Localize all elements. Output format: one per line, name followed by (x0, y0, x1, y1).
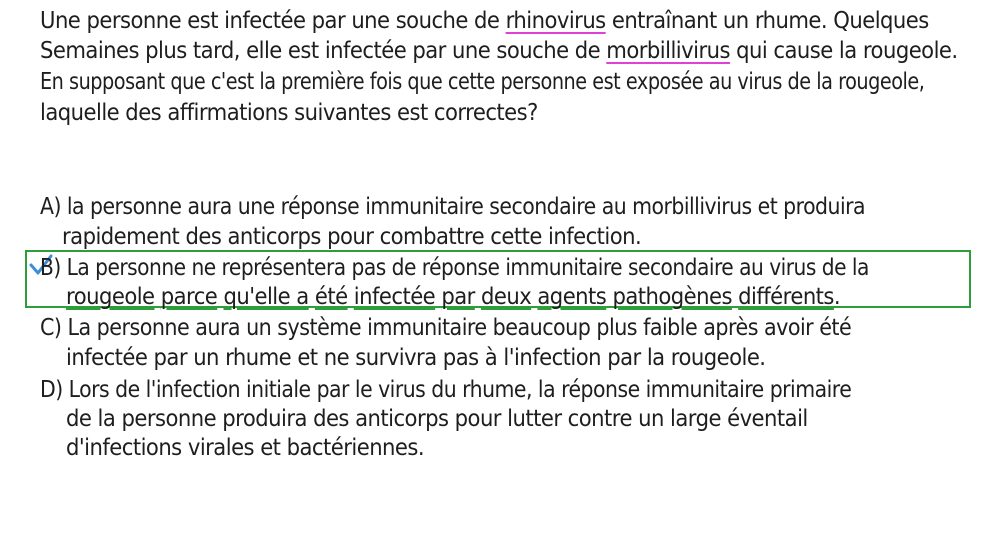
highlight-morbillivirus: morbillivirus (606, 36, 730, 64)
option-a-line-2: rapidement des anticorps pour combattre cette infection. (62, 222, 642, 250)
sentence-end: . (833, 282, 841, 310)
option-c-line-2: infectée par un rhume et ne survivra pas à l'infection par la rougeole. (66, 343, 766, 371)
underlined-word: qu'elle a (223, 282, 309, 310)
option-d-line-1: D) Lors de l'infection initiale par le virus du rhume, la réponse immunitaire primaire (40, 375, 852, 403)
option-c-line-1: C) La personne aura un système immunitaire beaucoup plus faible après avoir été (40, 313, 852, 341)
option-d-line-2: de la personne produira des anticorps pour lutter contre un large éventail (66, 404, 808, 432)
underlined-word: rougeole (66, 282, 155, 310)
question-line-4: laquelle des affirmations suivantes est correctes? (40, 98, 538, 126)
question-line-1: Une personne est infectée par une souche de rhinovirus entraînant un rhume. Quelques (40, 6, 929, 34)
underlined-word: parce (160, 282, 218, 310)
underlined-word: pathogènes (612, 282, 732, 310)
highlight-rhinovirus: rhinovirus (505, 6, 606, 34)
underlined-word: agents (537, 282, 607, 310)
underlined-word: deux (480, 282, 532, 310)
option-d-line-3: d'infections virales et bactériennes. (66, 433, 425, 461)
option-b-line-1: B) La personne ne représentera pas de réponse immunitaire secondaire au virus de la (40, 253, 869, 281)
underlined-word: infectée (353, 282, 436, 310)
option-a-line-1: A) la personne aura une réponse immunitaire secondaire au morbillivirus et produira (40, 192, 866, 220)
underlined-word: été (314, 282, 348, 310)
question-line-3: En supposant que c'est la première fois que cette personne est exposée au virus de la rougeole, (40, 67, 925, 95)
question-line-2: Semaines plus tard, elle est infectée par une souche de morbillivirus qui cause la rougeole. (40, 36, 958, 64)
option-b-line-2 (66, 282, 840, 310)
underlined-word: par (441, 282, 475, 310)
underlined-word: différents (738, 282, 834, 310)
